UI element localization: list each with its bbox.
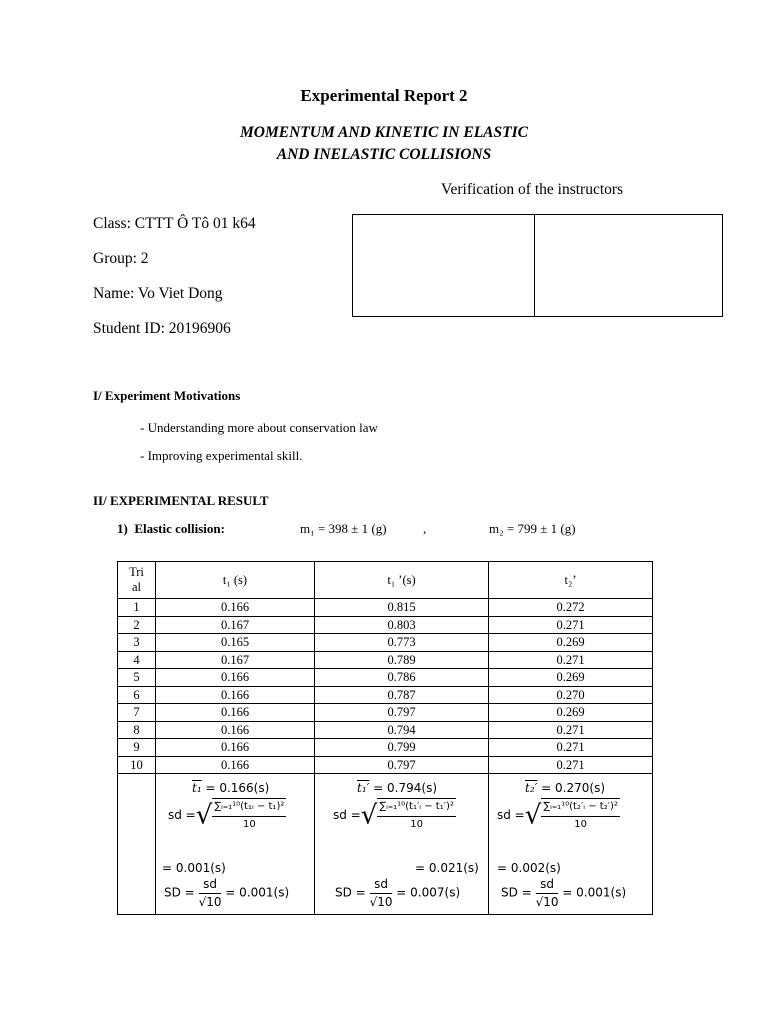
report-subtitle-line2: AND INELASTIC COLLISIONS	[276, 146, 492, 163]
table-row	[118, 669, 653, 687]
t1-cell: 0.166	[156, 599, 315, 617]
trial-cell: 9	[118, 739, 156, 757]
m1-mass: m₁ = 398 ± 1 (g)	[300, 521, 387, 536]
table-row	[118, 651, 653, 669]
t2-prime-cell: 0.271	[489, 721, 653, 739]
t2-prime-cell: 0.271	[489, 651, 653, 669]
header-t1: t₁ (s)	[156, 562, 315, 599]
sd-formula-t2-prime: sd =√ $\frac{\text{∑ᵢ₌₁¹⁰(t₂′ᵢ − t₂′)²}}{10}$	[497, 798, 620, 833]
t1-cell: 0.166	[156, 756, 315, 774]
t1-prime-cell: 0.786	[315, 669, 489, 687]
t2-prime-cell: 0.271	[489, 616, 653, 634]
t1-cell: 0.167	[156, 651, 315, 669]
t2-prime-cell: 0.271	[489, 756, 653, 774]
mean-t1-prime: t₁′ = 0.794(s)	[357, 781, 438, 795]
t2-prime-cell: 0.269	[489, 634, 653, 652]
table-row	[118, 721, 653, 739]
group-info: Group: 2	[93, 250, 149, 267]
t1-cell: 0.166	[156, 686, 315, 704]
verification-box	[352, 214, 723, 317]
t1-prime-cell: 0.797	[315, 704, 489, 722]
sd-value-t1-prime: = 0.021(s)	[415, 861, 479, 875]
t1-cell: 0.166	[156, 721, 315, 739]
calc-cell-t2-prime	[489, 774, 653, 915]
section2-heading: II/ EXPERIMENTAL RESULT	[93, 493, 269, 508]
sd-value-t2-prime: = 0.002(s)	[497, 861, 561, 875]
verification-label: Verification of the instructors	[441, 181, 624, 198]
trial-cell: 4	[118, 651, 156, 669]
trial-cell: 2	[118, 616, 156, 634]
table-row	[118, 739, 653, 757]
header-t1-prime: t₁ ’(s)	[315, 562, 489, 599]
name-info: Name: Vo Viet Dong	[93, 285, 223, 302]
t2-prime-cell: 0.269	[489, 704, 653, 722]
motivation-bullet-1: - Understanding more about conservation law	[140, 420, 378, 435]
header-t2-prime: t₂’	[489, 562, 653, 599]
trial-cell: 8	[118, 721, 156, 739]
m2-mass: m₂ = 799 ± 1 (g)	[489, 521, 576, 536]
calc-cell-t1-prime	[315, 774, 489, 915]
t1-cell: 0.166	[156, 739, 315, 757]
mean-t1: t₁ = 0.166(s)	[192, 781, 270, 795]
t1-prime-cell: 0.799	[315, 739, 489, 757]
trial-cell: 7	[118, 704, 156, 722]
trial-cell: 3	[118, 634, 156, 652]
sd-formula-t1-prime: sd =√ $\frac{\text{∑ᵢ₌₁¹⁰(t₁′ᵢ − t₁′)²}}{10}$	[333, 798, 456, 833]
calc-cell-t1	[156, 774, 315, 915]
t1-cell: 0.166	[156, 669, 315, 687]
t1-cell: 0.167	[156, 616, 315, 634]
t1-prime-cell: 0.787	[315, 686, 489, 704]
t2-prime-cell: 0.269	[489, 669, 653, 687]
report-title: Experimental Report 2	[300, 86, 468, 105]
header-trial: Tri al	[118, 562, 156, 599]
SD-formula-t1: SD = $\frac{sd}{√10}$ = 0.001(s)	[164, 877, 290, 909]
SD-formula-t2-prime: SD = $\frac{sd}{√10}$ = 0.001(s)	[501, 877, 627, 909]
table-row	[118, 634, 653, 652]
trial-cell: 10	[118, 756, 156, 774]
t2-prime-cell: 0.271	[489, 739, 653, 757]
verification-box-divider	[534, 215, 535, 316]
mass-separator: ,	[423, 521, 427, 536]
elastic-data-table	[117, 561, 653, 915]
t1-prime-cell: 0.803	[315, 616, 489, 634]
table-row	[118, 616, 653, 634]
sd-formula-t1: sd =√ $\frac{\text{∑ᵢ₌₁¹⁰(t₁ᵢ − t₁)²}}{10}$	[168, 798, 286, 833]
elastic-collision-label: 1) Elastic collision:	[117, 521, 225, 536]
t2-prime-cell: 0.270	[489, 686, 653, 704]
class-info: Class: CTTT Ô Tô 01 k64	[93, 215, 256, 232]
section1-heading: I/ Experiment Motivations	[93, 388, 241, 403]
table-row	[118, 756, 653, 774]
sd-value-t1: = 0.001(s)	[162, 861, 226, 875]
calc-empty-cell	[118, 774, 156, 915]
motivation-bullet-2: - Improving experimental skill.	[140, 448, 303, 463]
table-row	[118, 686, 653, 704]
calc-row	[118, 774, 653, 915]
report-subtitle-line1: MOMENTUM AND KINETIC IN ELASTIC	[240, 124, 528, 141]
trial-cell: 6	[118, 686, 156, 704]
t1-prime-cell: 0.773	[315, 634, 489, 652]
table-row	[118, 599, 653, 617]
t1-prime-cell: 0.789	[315, 651, 489, 669]
t1-prime-cell: 0.797	[315, 756, 489, 774]
table-row	[118, 704, 653, 722]
table-header-row	[118, 562, 653, 599]
student-id-info: Student ID: 20196906	[93, 320, 231, 337]
t1-prime-cell: 0.815	[315, 599, 489, 617]
t2-prime-cell: 0.272	[489, 599, 653, 617]
trial-cell: 5	[118, 669, 156, 687]
t1-cell: 0.165	[156, 634, 315, 652]
SD-formula-t1-prime: SD = $\frac{sd}{√10}$ = 0.007(s)	[335, 877, 461, 909]
mean-t2-prime: t₂′ = 0.270(s)	[525, 781, 606, 795]
t1-prime-cell: 0.794	[315, 721, 489, 739]
trial-cell: 1	[118, 599, 156, 617]
t1-cell: 0.166	[156, 704, 315, 722]
